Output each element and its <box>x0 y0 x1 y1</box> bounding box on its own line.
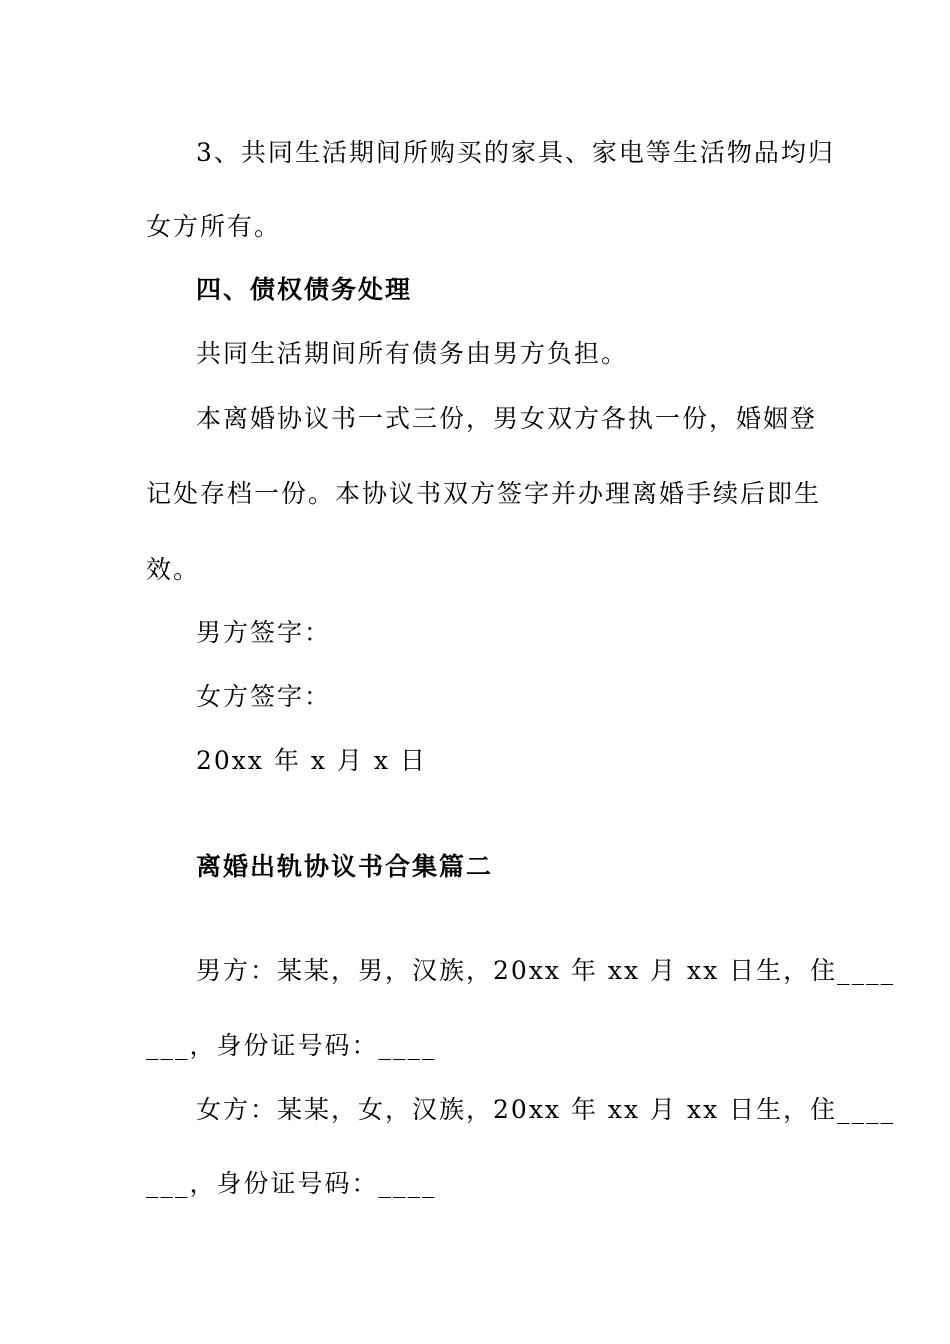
signature-line-male: 男方签字： <box>196 618 332 647</box>
date-line: 20xx 年 x 月 x 日 <box>196 746 427 775</box>
party-info-line: ___，身份证号码：____ <box>146 1169 437 1198</box>
section-heading: 四、债权债务处理 <box>196 275 413 304</box>
party-info-line: 男方：某某，男，汉族，20xx 年 xx 月 xx 日生，住____ <box>196 956 896 985</box>
paragraph-line: 女方所有。 <box>146 212 282 241</box>
paragraph-line: 记处存档一份。本协议书双方签字并办理离婚手续后即生 <box>146 479 822 508</box>
party-info-line: 女方：某某，女，汉族，20xx 年 xx 月 xx 日生，住____ <box>196 1095 896 1124</box>
signature-line-female: 女方签字： <box>196 682 332 711</box>
paragraph-line: 本离婚协议书一式三份，男女双方各执一份，婚姻登 <box>196 404 818 433</box>
party-info-line: ___，身份证号码：____ <box>146 1031 437 1060</box>
paragraph-line: 效。 <box>146 555 201 584</box>
section-title: 离婚出轨协议书合集篇二 <box>196 852 494 881</box>
paragraph-line: 3、共同生活期间所购买的家具、家电等生活物品均归 <box>196 138 835 167</box>
paragraph-line: 共同生活期间所有债务由男方负担。 <box>196 339 629 368</box>
